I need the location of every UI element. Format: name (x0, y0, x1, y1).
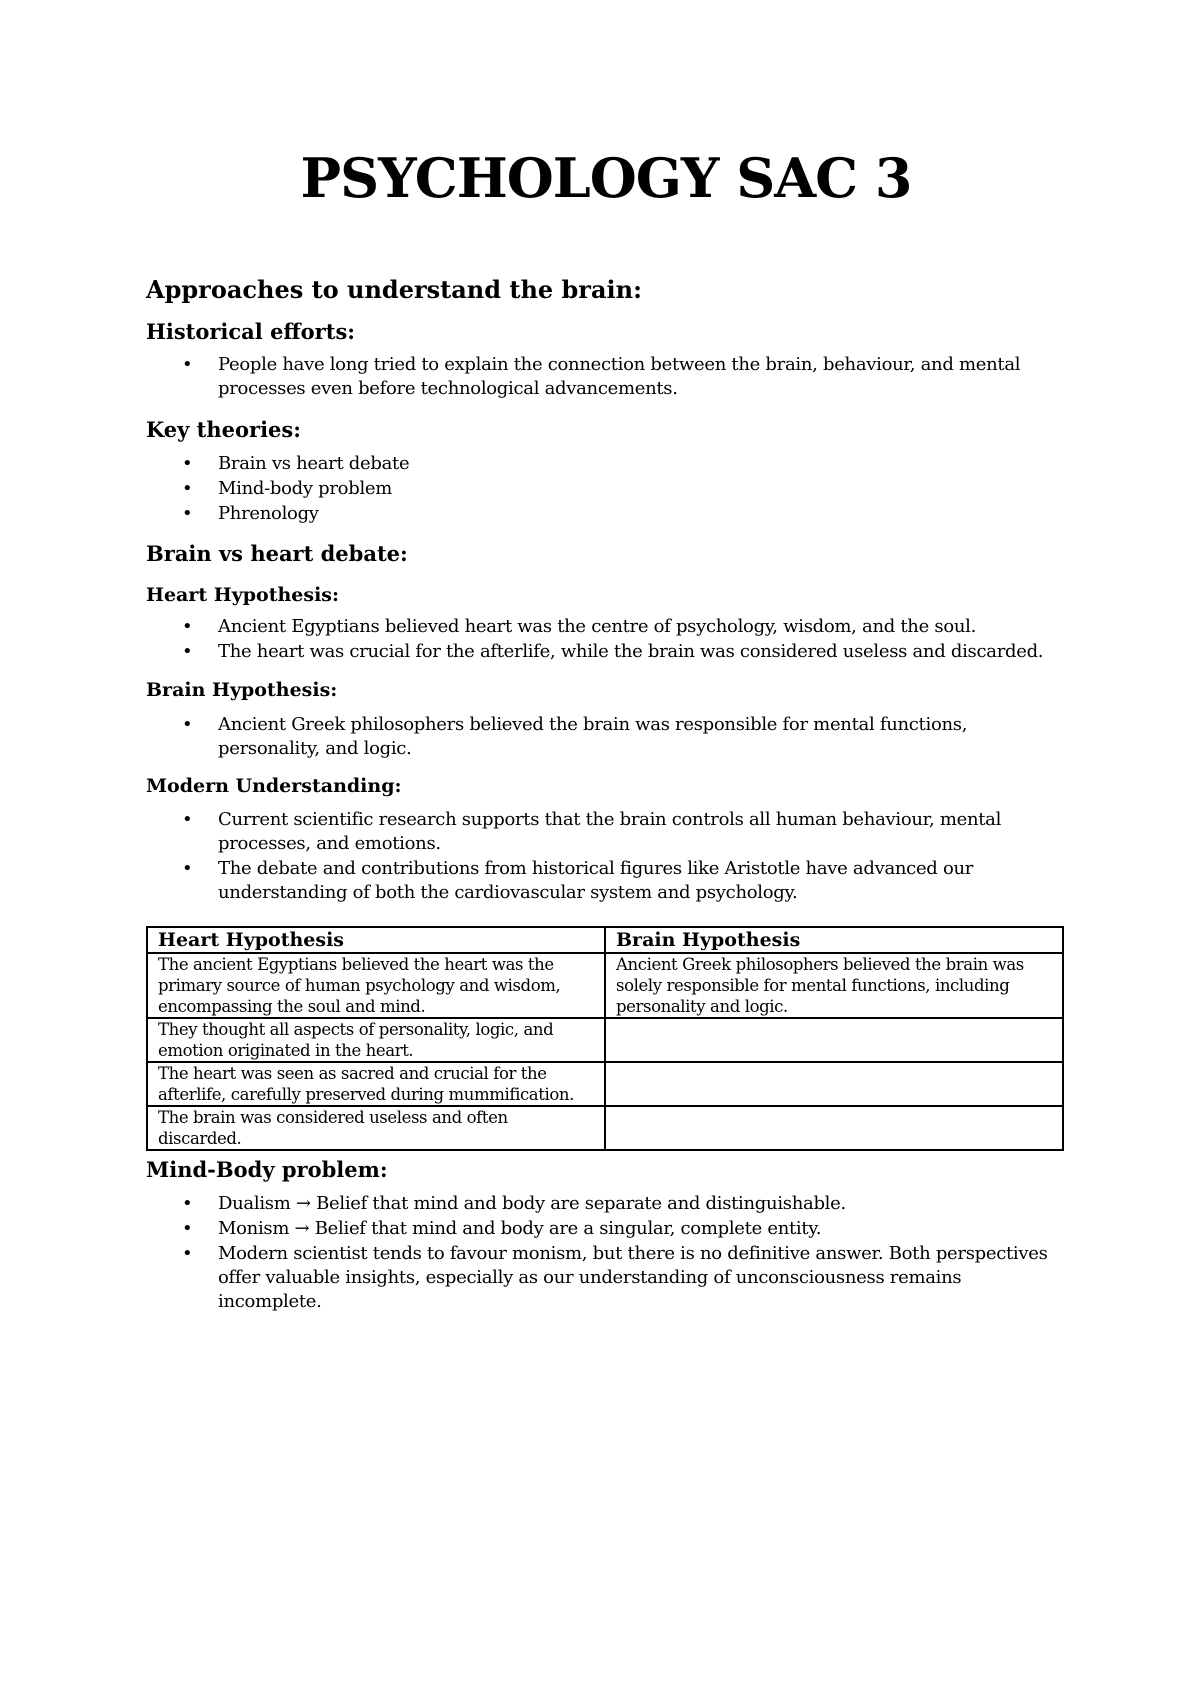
table-cell (605, 1106, 1063, 1150)
table-row (147, 1018, 1063, 1062)
table-cell: The brain was considered useless and often discarded. (147, 1106, 605, 1150)
list-item: • Monism → Belief that mind and body are a singular, complete entity. (146, 1217, 1066, 1241)
list-item: • The heart was crucial for the afterlife, while the brain was considered useless and discarded. (146, 640, 1066, 664)
list-item: • Mind-body problem (146, 477, 1066, 501)
historical-list (146, 353, 1066, 402)
modern-understanding-list (146, 808, 1066, 906)
table-header: Heart Hypothesis (147, 927, 605, 953)
table-header: Brain Hypothesis (605, 927, 1063, 953)
heart-hypothesis-list (146, 615, 1066, 665)
table-header-row (147, 927, 1063, 953)
list-item: • People have long tried to explain the connection between the brain, behaviour, and mental processes even before technological advancements. (146, 353, 1066, 401)
brain-hypothesis-heading: Brain Hypothesis: (146, 679, 338, 701)
key-theories-heading: Key theories: (146, 417, 301, 442)
list-item: • The debate and contributions from historical figures like Aristotle have advanced our understanding of both the cardiovascular system and psychology. (146, 857, 1066, 905)
table-row (147, 953, 1063, 1018)
table-row (147, 1106, 1063, 1150)
table-cell (605, 1062, 1063, 1106)
debate-heading: Brain vs heart debate: (146, 541, 408, 566)
heart-hypothesis-heading: Heart Hypothesis: (146, 584, 340, 606)
hypothesis-table (146, 926, 1064, 1151)
mind-body-list (146, 1192, 1066, 1315)
main-heading: Approaches to understand the brain: (146, 275, 642, 304)
table-cell: Ancient Greek philosophers believed the brain was solely responsible for mental functions, including personality and logic. (605, 953, 1063, 1018)
list-item: • Current scientific research supports that the brain controls all human behaviour, mental processes, and emotions. (146, 808, 1066, 856)
list-item: • Modern scientist tends to favour monism, but there is no definitive answer. Both perspectives offer valuable insights, especially as our understanding of unconsciousness remains incomplete. (146, 1242, 1066, 1314)
historical-heading: Historical efforts: (146, 319, 356, 344)
table-row (147, 1062, 1063, 1106)
list-item: • Ancient Greek philosophers believed the brain was responsible for mental functions, personality, and logic. (146, 713, 1066, 761)
table-cell: They thought all aspects of personality, logic, and emotion originated in the heart. (147, 1018, 605, 1062)
modern-understanding-heading: Modern Understanding: (146, 775, 402, 797)
table-cell (605, 1018, 1063, 1062)
table-cell: The heart was seen as sacred and crucial for the afterlife, carefully preserved during mummification. (147, 1062, 605, 1106)
list-item: • Dualism → Belief that mind and body are separate and distinguishable. (146, 1192, 1066, 1216)
mind-body-heading: Mind-Body problem: (146, 1157, 388, 1182)
brain-hypothesis-list (146, 713, 1066, 762)
document-title: PSYCHOLOGY SAC 3 (300, 146, 912, 210)
key-theories-list (146, 452, 1066, 527)
list-item: • Ancient Egyptians believed heart was the centre of psychology, wisdom, and the soul. (146, 615, 1066, 639)
list-item: • Brain vs heart debate (146, 452, 1066, 476)
table-cell: The ancient Egyptians believed the heart was the primary source of human psychology and wisdom, encompassing the soul and mind. (147, 953, 605, 1018)
list-item: • Phrenology (146, 502, 1066, 526)
